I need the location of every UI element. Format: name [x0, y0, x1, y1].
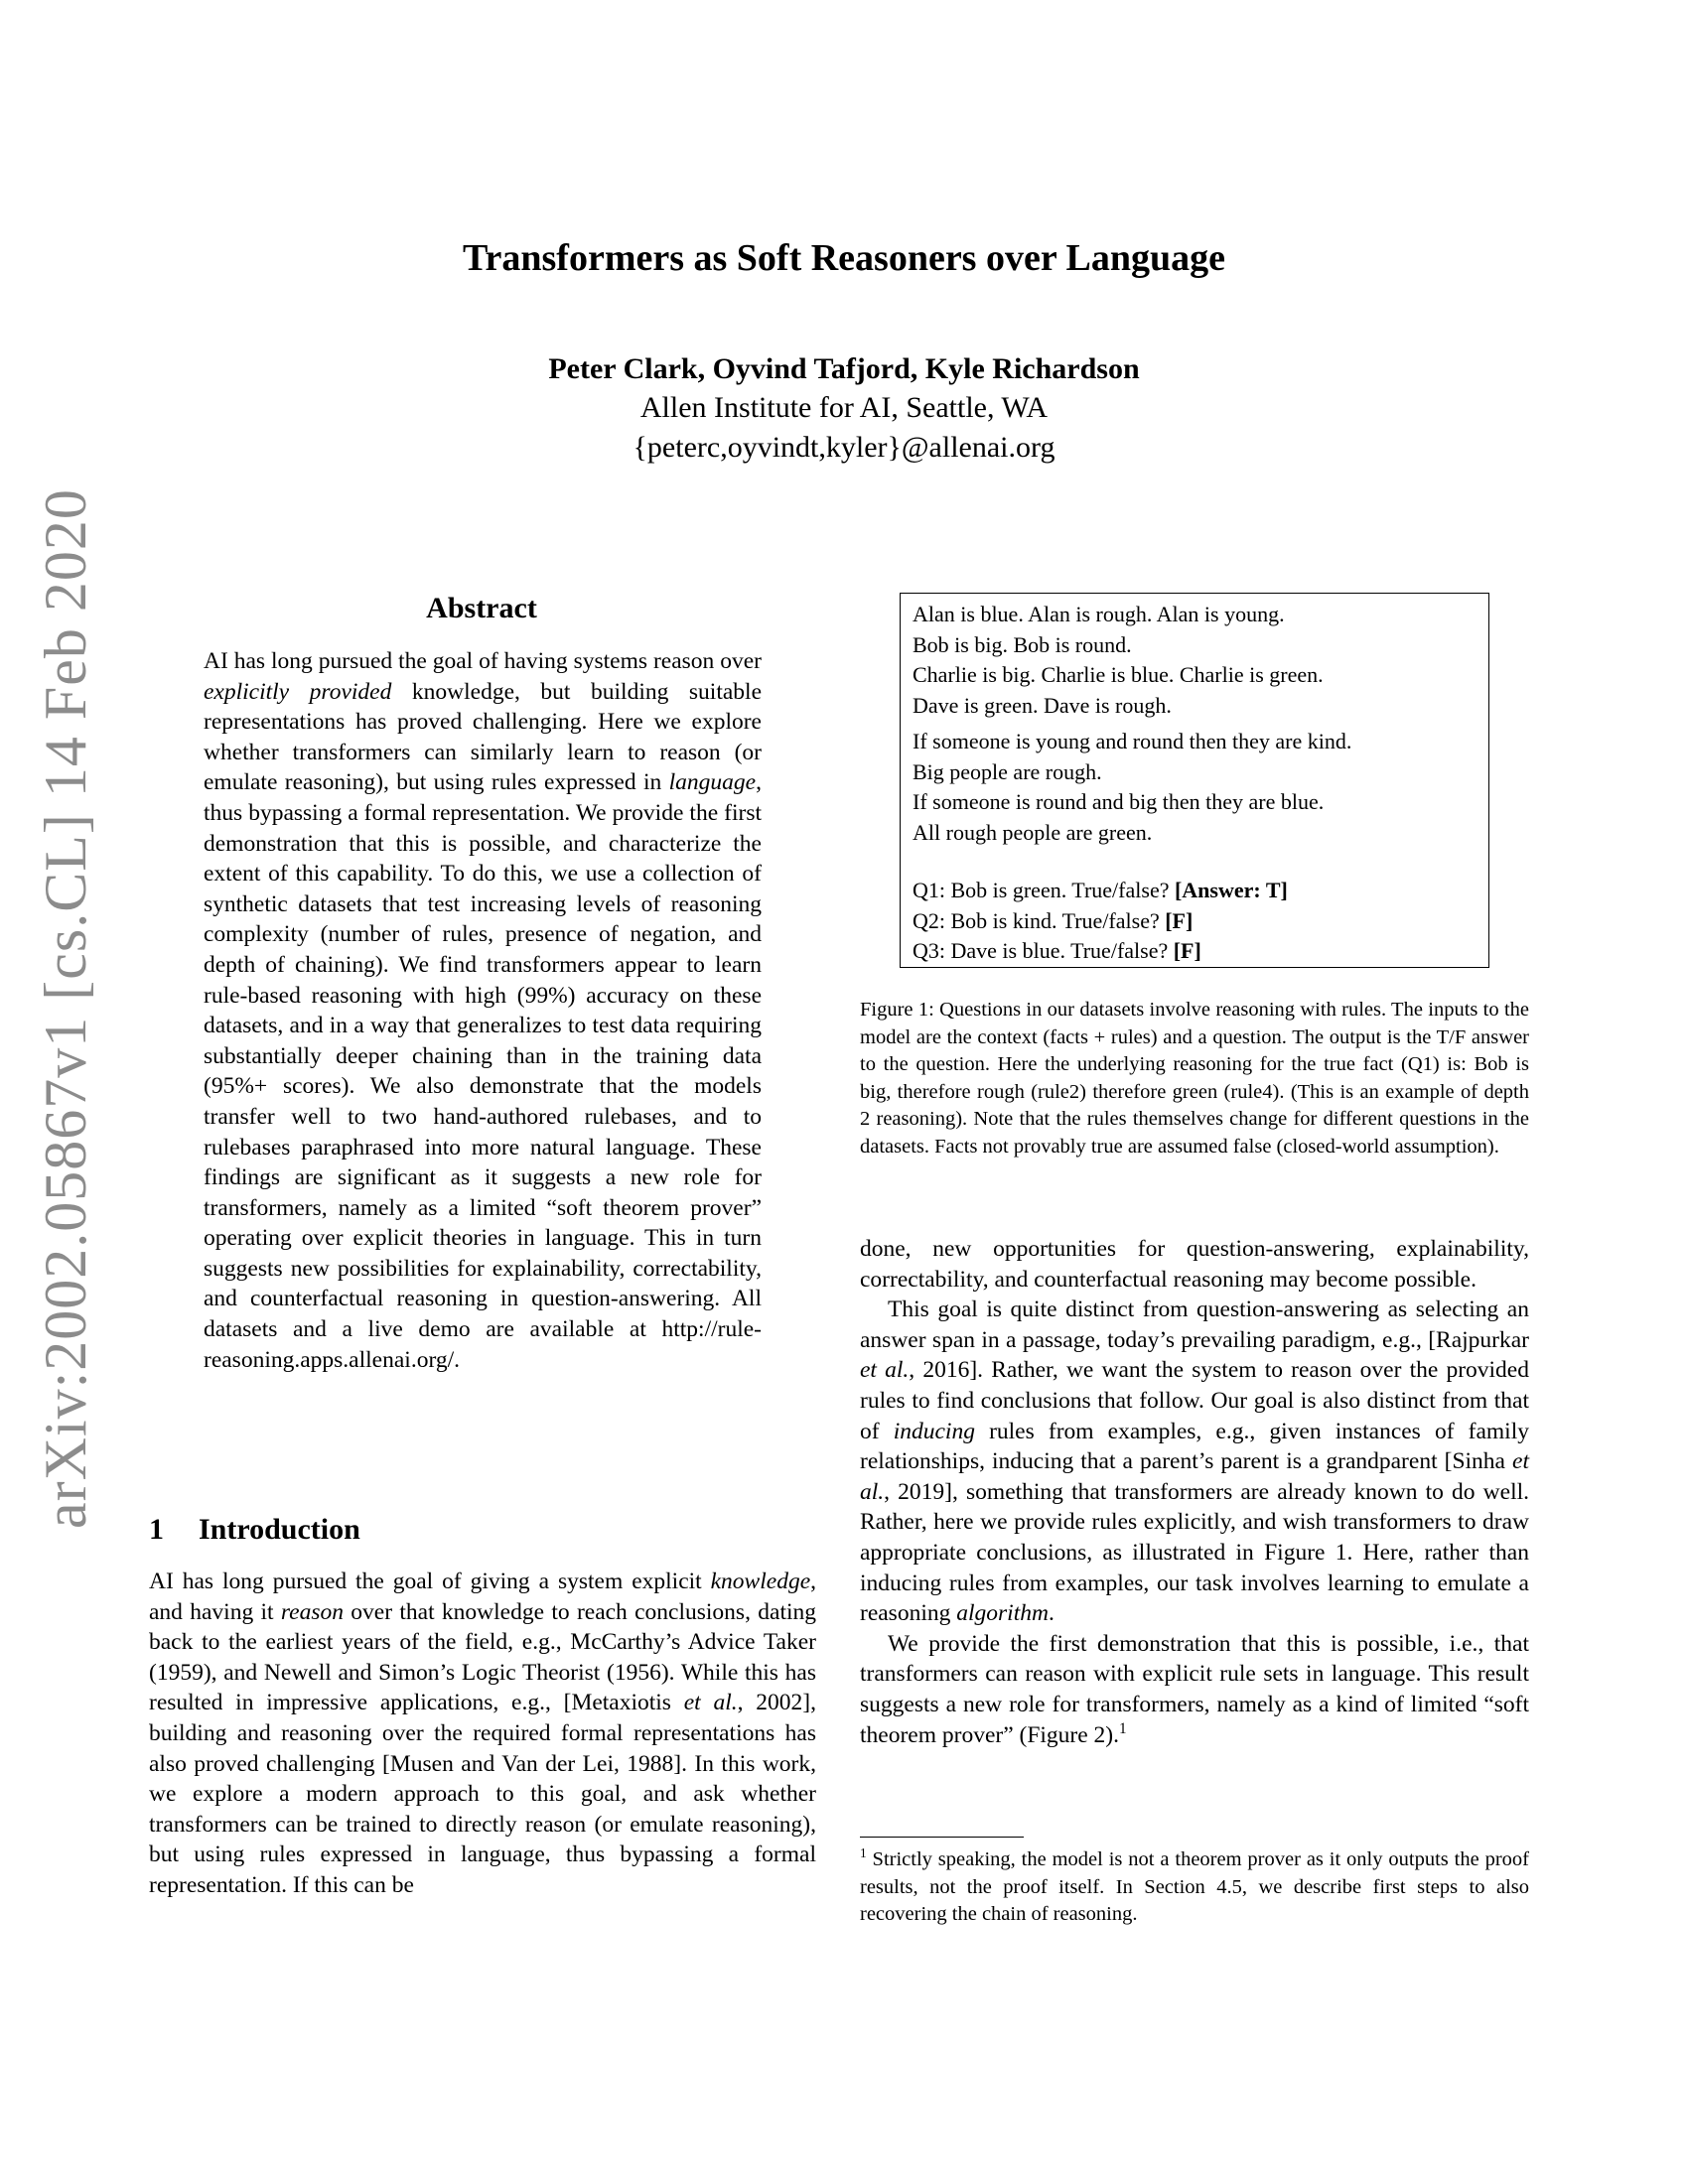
intro-span: , and having it: [149, 1569, 816, 1625]
text-span: This goal is quite distinct from question-answering as selecting an answer span in a passage, today’s prevailing paradigm, e.g., [Rajpurkar: [860, 1297, 1529, 1353]
text-span: rules from examples, e.g., given instances of family relationships, inducing that a parent’s parent is a grandparent [Sinha: [860, 1418, 1529, 1475]
figure-1-box: [900, 593, 1489, 968]
emphasis: et al.: [860, 1357, 910, 1384]
intro-span: , 2002], building and reasoning over the required formal representations has also proved challenging [Musen and Van der Lei, 1988]. In this work, we explore a modern approach to this goal, and ask whether transformers can be trained to directly reason (or emulate reasoning), but using rules expressed in language, thus bypassing a formal representation. If this can be: [149, 1690, 817, 1898]
paragraph: [860, 1629, 1529, 1750]
question-line: [913, 906, 1477, 937]
footnote-number: 1: [860, 1845, 867, 1861]
footnote-rule: [860, 1837, 1024, 1838]
fact-line: Charlie is big. Charlie is blue. Charlie is green.: [913, 662, 1324, 687]
question-line: [913, 876, 1477, 906]
question-answer: [F]: [1173, 938, 1201, 963]
right-column-text: [860, 1234, 1529, 1750]
introduction-text: [149, 1567, 816, 1901]
question-text: Q2: Bob is kind. True/false?: [913, 907, 1166, 933]
abstract-span: AI has long pursued the goal of having systems reason over: [204, 648, 762, 674]
fact-line: Bob is big. Bob is round.: [913, 631, 1132, 657]
section-number: 1: [149, 1513, 164, 1546]
intro-emphasis: et al.: [683, 1690, 738, 1716]
paragraph: [860, 1295, 1529, 1629]
abstract-span: knowledge, but building suitable representations has proved challenging. Here we explore whether transformers can similarly learn to reason (or emulate reasoning), but using rules expressed in: [204, 678, 763, 796]
fact-line: Alan is blue. Alan is rough. Alan is young.: [913, 602, 1285, 626]
section-title: Introduction: [199, 1513, 360, 1546]
intro-emphasis: knowledge: [710, 1569, 811, 1594]
question-text: Q3: Dave is blue. True/false?: [913, 938, 1174, 963]
question-line: [913, 936, 1477, 967]
author-emails: {peterc,oyvindt,kyler}@allenai.org: [633, 431, 1055, 464]
abstract-text: [204, 646, 762, 1375]
fact-line: Dave is green. Dave is rough.: [913, 692, 1172, 718]
text-span: , 2016]. Rather, we want the system to reason over the provided rules to find conclusions that follow. Our goal is also distinct from that of: [860, 1357, 1529, 1444]
emphasis: algorithm: [956, 1600, 1049, 1627]
text-span: , 2019], something that transformers are already known to do well. Rather, here we provide rules explicitly, and wish transformers to draw appropriate conclusions, as illustrated in Figure 1. Here, rather than inducing rules from examples, our task involves learning to emulate a reasoning: [860, 1478, 1529, 1627]
arxiv-identifier: arXiv:2002.05867v1 [cs.CL] 14 Feb 2020: [33, 488, 98, 1529]
question-answer: [F]: [1165, 907, 1194, 933]
section-heading-introduction: [149, 1513, 360, 1547]
text-span: We provide the first demonstration that this is possible, i.e., that transformers can reason with explicit rule sets in language. This result suggests a new role for transformers, namely as a kind of limited “soft theorem prover” (Figure 2).: [860, 1630, 1529, 1748]
rule-line: All rough people are green.: [913, 819, 1153, 845]
abstract-span: , thus bypassing a formal representation. We provide the first demonstration that this is possible, and characterize the extent of this capability. To do this, we use a collection of synthetic datasets that test increasing levels of reasoning complexity (number of rules, presence of negation, and depth of chaining). We find transformers appear to learn rule-based reasoning with high (99%) accuracy on these datasets, and in a way that generalizes to test data requiring substantially deeper chaining than in the training data (95%+ scores). We also demonstrate that the models transfer well to two hand-authored rulebases, and to rulebases paraphrased into more natural language. These findings are significant as it suggests a new role for transformers, namely as a limited “soft theorem prover” operating over explicit theories in language. This in turn suggests new possibilities for explainability, correctability, and counterfactual reasoning in question-answering. All datasets and a live demo are available at http://rule-reasoning.apps.allenai.org/.: [204, 769, 762, 1373]
abstract-emphasis: explicitly provided: [204, 678, 392, 705]
intro-span: over that knowledge to reach conclusions, dating back to the earliest years of the field, e.g., McCarthy’s Advice Taker (1959), and Newell and Simon’s Logic Theorist (1956). While this has resulted in impressive applications, e.g., [Metaxiotis: [149, 1598, 817, 1716]
intro-span: AI has long pursued the goal of giving a system explicit: [149, 1569, 711, 1594]
figure-1-caption: Figure 1: Questions in our datasets involve reasoning with rules. The inputs to the model are the context (facts + rules) and a question. The output is the T/F answer to the question. Here the underlying reasoning for the true fact (Q1) is: Bob is big, therefore rough (rule2) therefore green (rule4). (This is an example of depth 2 reasoning). Note that the rules themselves change for different questions in the datasets. Facts not provably true are assumed false (closed-world assumption).: [860, 999, 1529, 1158]
paragraph: done, new opportunities for question-answering, explainability, correctability, and counterfactual reasoning may become possible.: [860, 1236, 1529, 1293]
affiliation: Allen Institute for AI, Seattle, WA: [639, 391, 1049, 424]
question-text: Q1: Bob is green. True/false?: [913, 878, 1175, 902]
footnote: [860, 1846, 1529, 1929]
intro-emphasis: reason: [280, 1598, 344, 1625]
emphasis: et al.: [860, 1448, 1529, 1505]
paper-title: Transformers as Soft Reasoners over Language: [462, 237, 1225, 279]
abstract-heading: Abstract: [426, 592, 537, 624]
rule-line: If someone is round and big then they are blue.: [913, 789, 1325, 814]
footnote-marker: 1: [1119, 1719, 1127, 1737]
author-list: Peter Clark, Oyvind Tafjord, Kyle Richardson: [548, 352, 1140, 385]
abstract-emphasis: language: [668, 769, 757, 796]
text-span: .: [1048, 1600, 1055, 1627]
rule-line: If someone is young and round then they are kind.: [913, 729, 1352, 753]
emphasis: inducing: [893, 1418, 975, 1444]
question-answer: [Answer: T]: [1174, 878, 1288, 902]
rule-line: Big people are rough.: [913, 758, 1102, 784]
footnote-text: Strictly speaking, the model is not a theorem prover as it only outputs the proof results, not the proof itself. In Section 4.5, we describe first steps to also recovering the chain of reasoning.: [860, 1848, 1529, 1925]
